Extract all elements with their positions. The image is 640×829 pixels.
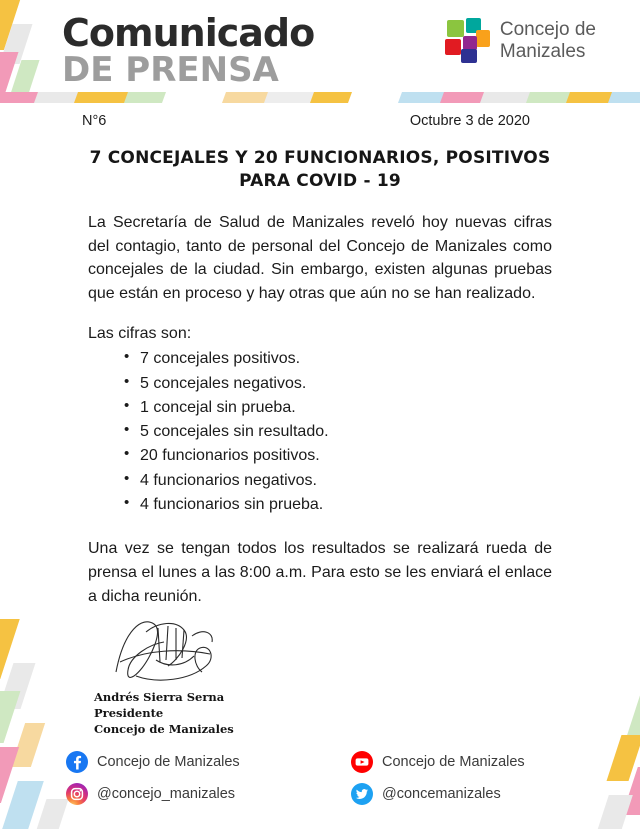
page-title: 7 CONCEJALES Y 20 FUNCIONARIOS, POSITIVOS PARA COVID - 19 bbox=[89, 148, 551, 191]
social-row-2 bbox=[66, 783, 584, 805]
social-footer bbox=[0, 751, 640, 815]
signature-name-block bbox=[94, 690, 234, 738]
list-item: • 4 funcionarios sin prueba. bbox=[124, 493, 552, 517]
facebook-icon bbox=[66, 751, 88, 773]
masthead-line-1: Comunicado bbox=[62, 11, 315, 55]
social-row-1 bbox=[66, 751, 584, 773]
instagram-handle: @concejo_manizales bbox=[97, 786, 236, 802]
document-number: N°6 bbox=[82, 113, 107, 129]
logo-text-line-1: Concejo de bbox=[499, 19, 596, 41]
document-header bbox=[0, 0, 640, 92]
handwritten-signature bbox=[106, 610, 236, 696]
instagram-icon bbox=[66, 783, 88, 805]
list-item: • 20 funcionarios positivos. bbox=[124, 444, 552, 468]
list-item: • 5 concejales negativos. bbox=[124, 372, 552, 396]
list-item: • 7 concejales positivos. bbox=[124, 347, 552, 371]
list-item: • 5 concejales sin resultado. bbox=[124, 420, 552, 444]
color-divider-strip bbox=[0, 92, 640, 103]
signature-block bbox=[88, 622, 552, 737]
figures-lead: Las cifras son: bbox=[88, 324, 192, 342]
document-date: Octubre 3 de 2020 bbox=[409, 113, 530, 129]
facebook-handle: Concejo de Manizales bbox=[97, 754, 240, 770]
paragraph-closing: Una vez se tengan todos los resultados se realizará rueda de prensa el lunes a las 8:00 a.m. Para esto se les enviará el enlace a dicha reunión. bbox=[88, 540, 552, 605]
logo-text-line-2: Manizales bbox=[499, 41, 586, 62]
youtube-handle: Concejo de Manizales bbox=[382, 754, 525, 770]
social-twitter[interactable] bbox=[351, 783, 501, 805]
figures-list bbox=[88, 347, 552, 517]
twitter-icon bbox=[351, 783, 373, 805]
masthead-line-2: DE PRENSA bbox=[62, 49, 279, 90]
twitter-handle: @concemanizales bbox=[382, 786, 501, 802]
signer-entity: Concejo de Manizales bbox=[94, 722, 234, 737]
concejo-logo-text bbox=[500, 19, 596, 63]
concejo-logo bbox=[445, 18, 596, 64]
masthead bbox=[62, 11, 315, 90]
signer-role: Presidente bbox=[94, 706, 164, 721]
paragraph-intro: La Secretaría de Salud de Manizales reveló hoy nuevas cifras del contagio, tanto de personal del Concejo de Manizales como concejales de la ciudad. Sin embargo, existen algunas pruebas que están en proceso y hay otras que aún no se han realizado. bbox=[88, 213, 552, 302]
concejo-logo-mark bbox=[445, 18, 491, 64]
document-body bbox=[0, 129, 640, 737]
social-facebook[interactable] bbox=[66, 751, 351, 773]
social-instagram[interactable] bbox=[66, 783, 351, 805]
document-meta bbox=[0, 103, 640, 129]
social-youtube[interactable] bbox=[351, 751, 525, 773]
list-item: • 4 funcionarios negativos. bbox=[124, 469, 552, 493]
signer-name: Andrés Sierra Serna bbox=[94, 690, 225, 705]
list-item: • 1 concejal sin prueba. bbox=[124, 396, 552, 420]
youtube-icon bbox=[351, 751, 373, 773]
